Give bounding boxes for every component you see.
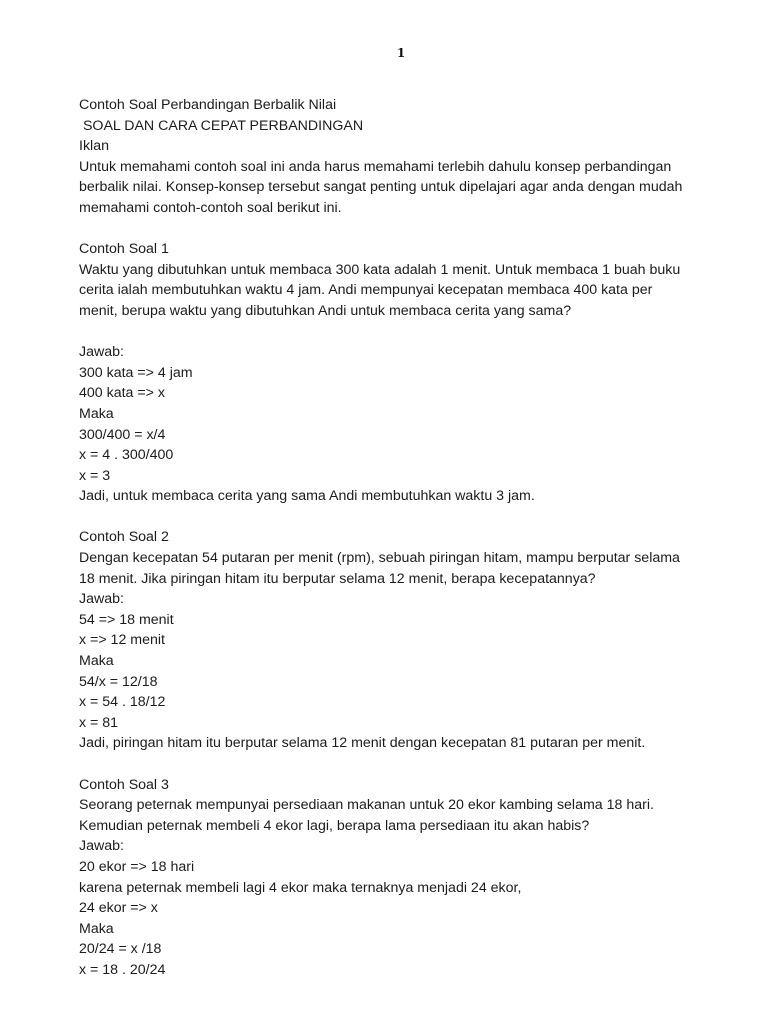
ad-label: Iklan xyxy=(79,138,109,155)
conclusion-line: Jadi, piringan hitam itu berputar selama 12 menit dengan kecepatan 81 putaran per menit. xyxy=(79,735,646,752)
answer-label: Jawab: xyxy=(79,838,124,855)
intro-paragraph-line: Untuk memahami contoh soal ini anda harus memahami terlebih dahulu konsep perbandingan xyxy=(79,158,672,175)
question-line: cerita ialah membutuhkan waktu 4 jam. Andi mempunyai kecepatan membaca 400 kata per xyxy=(79,282,653,299)
spacer xyxy=(79,507,729,528)
document-subtitle: SOAL DAN CARA CEPAT PERBANDINGAN xyxy=(79,117,364,134)
solution-line: x = 3 xyxy=(79,467,111,484)
solution-line: 20 ekor => 18 hari xyxy=(79,858,195,875)
solution-line: Maka xyxy=(79,920,114,937)
solution-line: 400 kata => x xyxy=(79,385,165,402)
question-line: Dengan kecepatan 54 putaran per menit (rpm), sebuah piringan hitam, mampu berputar selama xyxy=(79,550,680,567)
solution-line: 300 kata => 4 jam xyxy=(79,364,193,381)
example-heading: Contoh Soal 2 xyxy=(79,529,169,546)
intro-paragraph-line: berbalik nilai. Konsep-konsep tersebut sangat penting untuk dipelajari agar anda dengan mudah xyxy=(79,179,683,196)
question-line: 18 menit. Jika piringan hitam itu berputar selama 12 menit, berapa kecepatannya? xyxy=(79,570,596,587)
example-heading: Contoh Soal 1 xyxy=(79,241,169,258)
intro-paragraph-line: memahami contoh-contoh soal berikut ini. xyxy=(79,199,342,216)
spacer xyxy=(79,754,729,775)
solution-line: 54 => 18 menit xyxy=(79,611,174,628)
document-body xyxy=(79,95,729,981)
solution-line: 54/x = 12/18 xyxy=(79,673,158,690)
solution-line: 24 ekor => x xyxy=(79,900,158,917)
example-heading: Contoh Soal 3 xyxy=(79,776,169,793)
answer-label: Jawab: xyxy=(79,344,124,361)
answer-label: Jawab: xyxy=(79,591,124,608)
solution-line: 20/24 = x /18 xyxy=(79,941,162,958)
spacer xyxy=(79,322,729,343)
solution-line: x = 54 . 18/12 xyxy=(79,694,166,711)
solution-line: Maka xyxy=(79,405,114,422)
question-line: Kemudian peternak membeli 4 ekor lagi, berapa lama persediaan itu akan habis? xyxy=(79,817,590,834)
solution-line: x = 4 . 300/400 xyxy=(79,447,174,464)
solution-line: x = 81 xyxy=(79,714,119,731)
solution-line: 300/400 = x/4 xyxy=(79,426,166,443)
conclusion-line: Jadi, untuk membaca cerita yang sama Andi membutuhkan waktu 3 jam. xyxy=(79,488,535,505)
page-number: 1 xyxy=(396,46,406,60)
solution-line: karena peternak membeli lagi 4 ekor maka ternaknya menjadi 24 ekor, xyxy=(79,879,522,896)
solution-line: x => 12 menit xyxy=(79,632,165,649)
spacer xyxy=(79,219,729,240)
question-line: Waktu yang dibutuhkan untuk membaca 300 kata adalah 1 menit. Untuk membaca 1 buah buku xyxy=(79,261,681,278)
solution-line: x = 18 . 20/24 xyxy=(79,961,166,978)
question-line: menit, berupa waktu yang dibutuhkan Andi untuk membaca cerita yang sama? xyxy=(79,302,572,319)
question-line: Seorang peternak mempunyai persediaan makanan untuk 20 ekor kambing selama 18 hari. xyxy=(79,797,654,814)
document-title: Contoh Soal Perbandingan Berbalik Nilai xyxy=(79,97,337,113)
solution-line: Maka xyxy=(79,653,114,670)
